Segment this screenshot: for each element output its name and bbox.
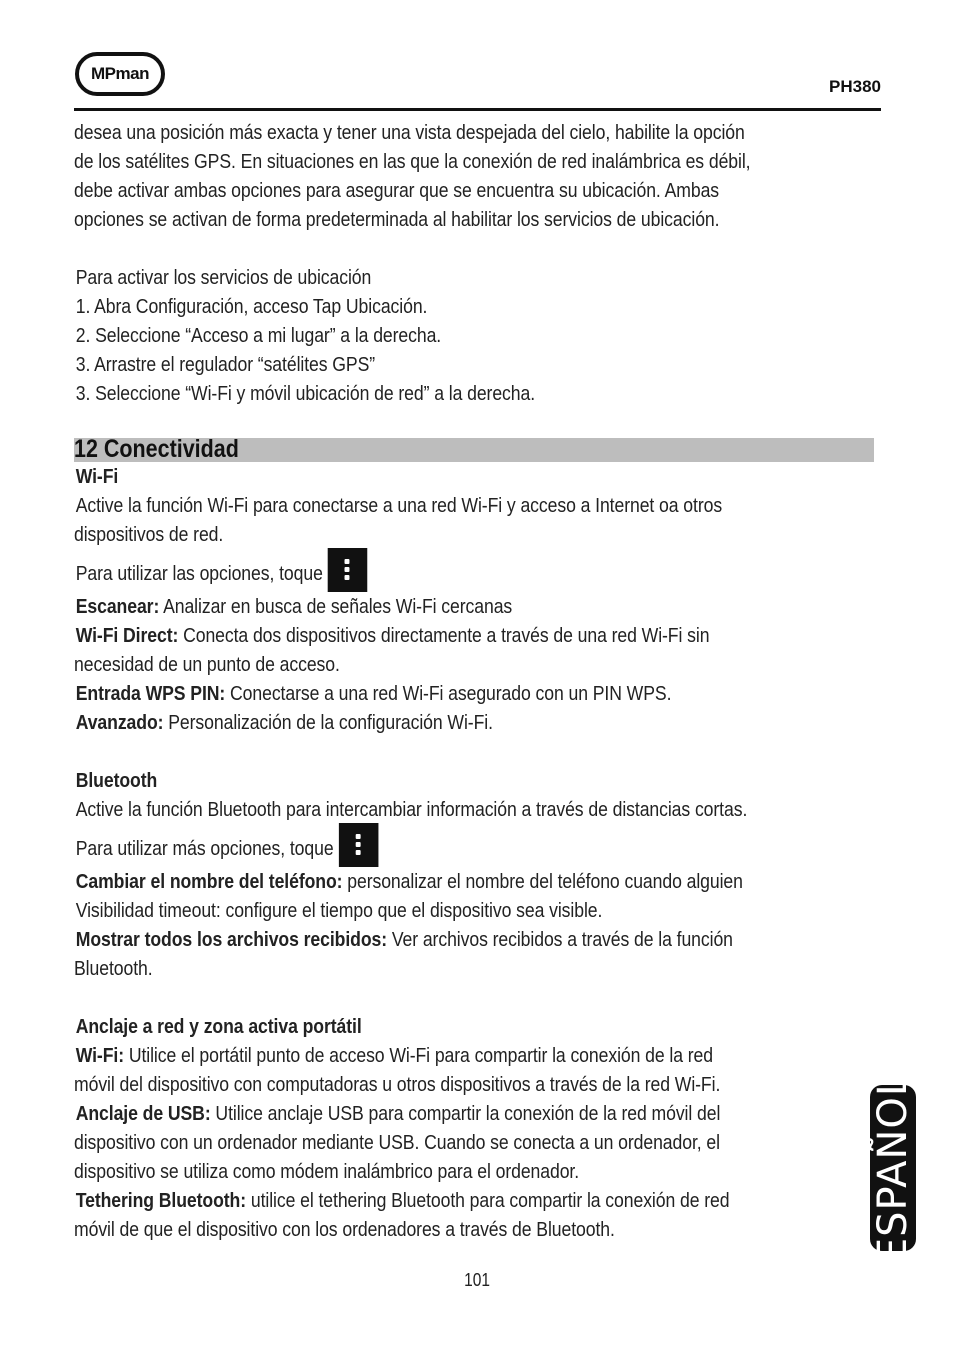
mpman-logo: MPman — [75, 52, 165, 96]
intro-line: desea una posición más exacta y tener una vista despejada del cielo, habilite la opción — [74, 121, 745, 144]
page-body — [74, 118, 874, 1244]
bluetooth-option-files: Mostrar todos los archivos recibidos: Ver archivos recibidos a través de la función — [75, 928, 733, 951]
tethering-option-usb: Anclaje de USB: Utilice anclaje USB para compartir la conexión de la red móvil del — [75, 1102, 721, 1125]
tethering-option-wifi: Wi-Fi: Utilice el portátil punto de acceso Wi-Fi para compartir la conexión de la red — [75, 1044, 713, 1067]
section-title: 12 Conectividad — [74, 435, 239, 463]
tethering-option-bluetooth: Tethering Bluetooth: utilice el tethering Bluetooth para compartir la conexión de red — [75, 1189, 730, 1212]
wifi-desc-line: dispositivos de red. — [74, 523, 224, 546]
overflow-menu-icon — [328, 548, 368, 592]
intro-line: opciones se activan de forma predeterminada al habilitar los servicios de ubicación. — [74, 208, 720, 231]
wifi-options-row — [74, 549, 874, 592]
intro-line: debe activar ambas opciones para asegurar que se encuentra su ubicación. Ambas — [74, 179, 720, 202]
step-item: 2. Seleccione “Acceso a mi lugar” a la derecha. — [75, 324, 442, 347]
step-item: 1. Abra Configuración, acceso Tap Ubicación. — [75, 295, 428, 318]
bluetooth-options-prompt: Para utilizar más opciones, toque — [75, 837, 334, 860]
model-number: PH380 — [829, 77, 881, 96]
tethering-heading: Anclaje a red y zona activa portátil — [75, 1015, 362, 1038]
bluetooth-option-rename: Cambiar el nombre del teléfono: personalizar el nombre del teléfono cuando alguien — [75, 870, 743, 893]
bluetooth-heading: Bluetooth — [75, 769, 158, 792]
header-divider — [74, 108, 881, 111]
steps-title: Para activar los servicios de ubicación — [75, 266, 372, 289]
tethering-option-usb-cont: dispositivo se utiliza como módem inalámbrico para el ordenador. — [74, 1160, 580, 1183]
overflow-menu-icon — [339, 823, 379, 867]
tethering-option-wifi-cont: móvil del dispositivo con computadoras u otros dispositivos a través de la red Wi-Fi. — [74, 1073, 721, 1096]
wifi-option-advanced: Avanzado: Personalización de la configuración Wi-Fi. — [75, 711, 493, 734]
bluetooth-option-files-cont: Bluetooth. — [74, 957, 153, 980]
step-item: 3. Seleccione “Wi-Fi y móvil ubicación de red” a la derecha. — [75, 382, 536, 405]
bluetooth-options-row — [74, 824, 874, 867]
wifi-desc-line: Active la función Wi-Fi para conectarse a una red Wi-Fi y acceso a Internet oa otros — [75, 494, 723, 517]
intro-line: de los satélites GPS. En situaciones en las que la conexión de red inalámbrica es débil, — [74, 150, 751, 173]
bluetooth-desc: Active la función Bluetooth para intercambiar información a través de distancias cortas. — [75, 798, 748, 821]
section-heading-bar — [74, 435, 874, 463]
wifi-option-direct-cont: necesidad de un punto de acceso. — [74, 653, 340, 676]
wifi-options-prompt: Para utilizar las opciones, toque — [75, 562, 323, 585]
wifi-option-direct: Wi-Fi Direct: Conecta dos dispositivos directamente a través de una red Wi-Fi sin — [75, 624, 710, 647]
wifi-option-scan: Escanear: Analizar en busca de señales Wi-Fi cercanas — [75, 595, 513, 618]
tethering-option-usb-cont: dispositivo con un ordenador mediante USB. Cuando se conecta a un ordenador, el — [74, 1131, 720, 1154]
bluetooth-option-rename-cont: Visibilidad timeout: configure el tiempo que el dispositivo sea visible. — [75, 899, 603, 922]
step-item: 3. Arrastre el regulador “satélites GPS” — [75, 353, 376, 376]
wifi-heading: Wi-Fi — [75, 465, 119, 488]
page-number: 101 — [464, 1270, 490, 1290]
language-label: ESPAÑOL — [870, 1072, 916, 1264]
language-tab — [870, 1072, 916, 1264]
tethering-option-bluetooth-cont: móvil de que el dispositivo con los ordenadores a través de Bluetooth. — [74, 1218, 615, 1241]
wifi-option-wps: Entrada WPS PIN: Conectarse a una red Wi-Fi asegurado con un PIN WPS. — [75, 682, 672, 705]
